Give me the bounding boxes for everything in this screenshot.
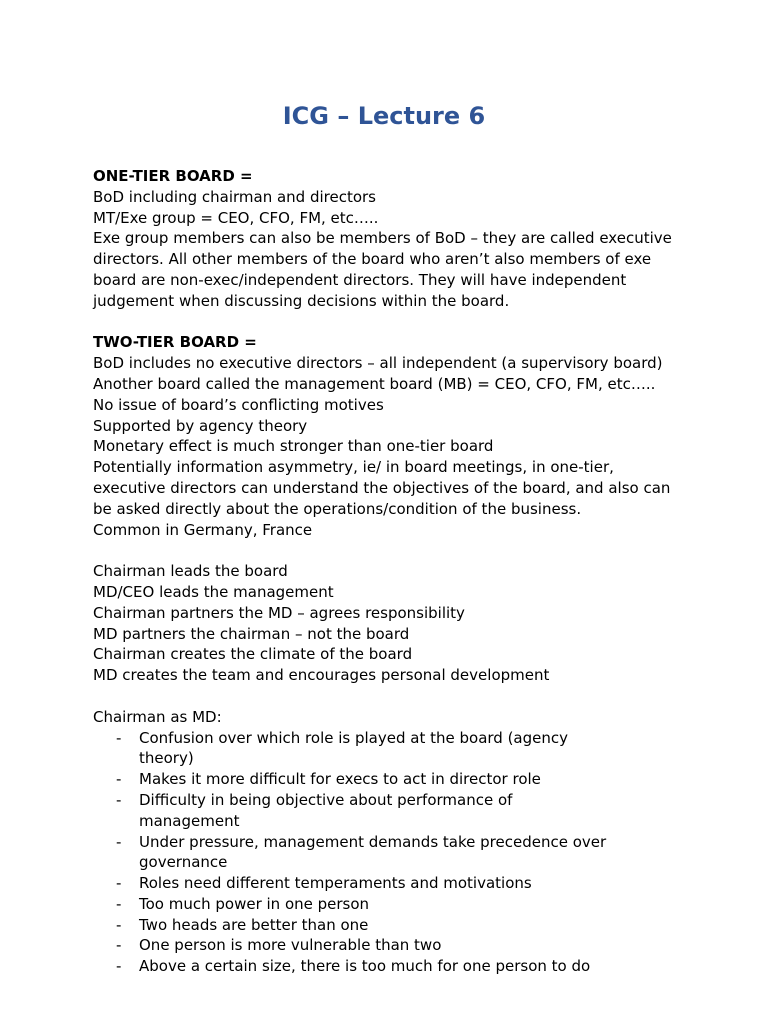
list-item [93,935,693,956]
list-item-text: One person is more vulnerable than two [139,936,442,955]
chairman-as-md-heading: Chairman as MD: [93,707,222,726]
roles-line: Chairman partners the MD – agrees responsibility [93,603,465,622]
roles-line: MD partners the chairman – not the board [93,624,410,643]
roles-section [93,561,693,686]
bullet-marker: - [116,728,122,747]
bullet-marker: - [116,790,122,809]
list-item-text: Two heads are better than one [139,915,369,934]
two-tier-line: Supported by agency theory [93,416,308,435]
two-tier-section [93,332,693,540]
bullet-marker: - [116,915,122,934]
list-item-text: Makes it more difficult for execs to act in director role [139,770,541,789]
two-tier-line: Another board called the management board (MB) = CEO, CFO, FM, etc….. [93,374,656,393]
two-tier-line: Common in Germany, France [93,520,313,539]
bullet-marker: - [116,957,122,976]
chairman-as-md-list [93,728,693,978]
two-tier-heading: TWO-TIER BOARD = [93,333,257,352]
list-item [93,956,693,977]
one-tier-line: MT/Exe group = CEO, CFO, FM, etc….. [93,208,379,227]
two-tier-line: Potentially information asymmetry, ie/ in board meetings, in one-tier, [93,458,614,477]
one-tier-line: Exe group members can also be members of BoD – they are called executive [93,229,672,248]
one-tier-line: board are non-exec/independent directors. They will have independent [93,270,627,289]
list-item-text: Difficulty in being objective about performance of management [139,790,513,830]
list-item-text: Too much power in one person [139,894,370,913]
list-item [93,769,693,790]
two-tier-line: Monetary effect is much stronger than one-tier board [93,437,494,456]
bullet-marker: - [116,770,122,789]
bullet-marker: - [116,936,122,955]
bullet-marker: - [116,874,122,893]
list-item-text: Roles need different temperaments and motivations [139,874,532,893]
list-item-text: Confusion over which role is played at the board (agency theory) [139,728,569,768]
list-item-text: Above a certain size, there is too much for one person to do [139,957,591,976]
two-tier-line: BoD includes no executive directors – all independent (a supervisory board) [93,354,663,373]
two-tier-line: executive directors can understand the objectives of the board, and also can [93,478,671,497]
list-item [93,915,693,936]
roles-line: Chairman creates the climate of the board [93,645,413,664]
one-tier-line: judgement when discussing decisions within the board. [93,291,510,310]
list-item [93,728,693,770]
document-title: ICG – Lecture 6 [282,102,486,130]
one-tier-heading: ONE-TIER BOARD = [93,167,253,185]
one-tier-line: BoD including chairman and directors [93,187,376,206]
list-item [93,873,693,894]
chairman-as-md-section [93,707,693,977]
bullet-marker: - [116,832,122,851]
two-tier-line: No issue of board’s conflicting motives [93,395,384,414]
list-item-text: Under pressure, management demands take precedence over governance [139,832,607,872]
document-body [93,166,693,977]
paragraph-gap [93,686,693,707]
one-tier-line: directors. All other members of the board who aren’t also members of exe [93,250,652,269]
list-item [93,832,693,874]
roles-line: Chairman leads the board [93,562,288,581]
paragraph-gap [93,312,693,333]
two-tier-line: be asked directly about the operations/condition of the business. [93,499,582,518]
paragraph-gap [93,540,693,561]
list-item [93,894,693,915]
roles-line: MD creates the team and encourages personal development [93,666,550,685]
one-tier-section [93,166,693,312]
list-item [93,790,693,832]
bullet-marker: - [116,894,122,913]
roles-line: MD/CEO leads the management [93,582,334,601]
